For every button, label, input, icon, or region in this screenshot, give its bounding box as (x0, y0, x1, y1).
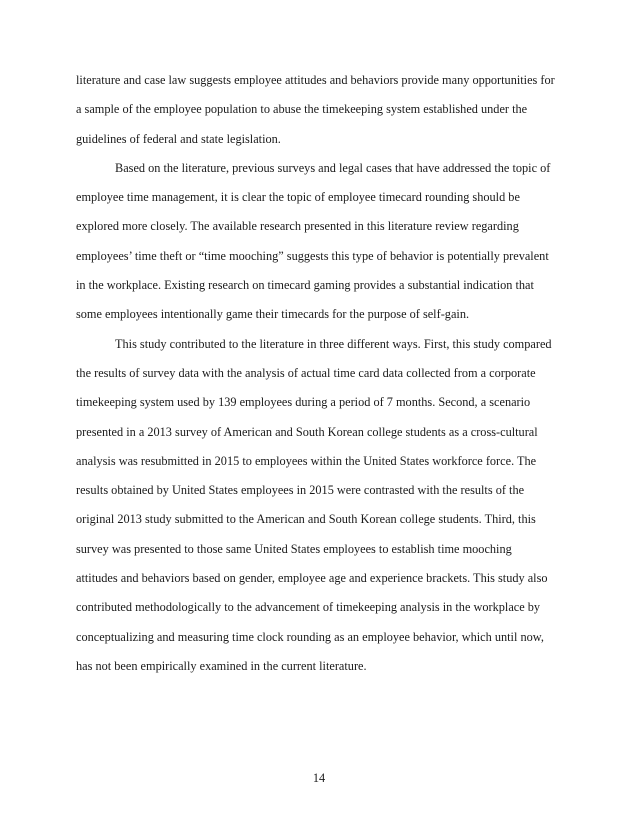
text-line: conceptualizing and measuring time clock rounding as an employee behavior, which until now, (76, 629, 544, 644)
text-line: a sample of the employee population to abuse the timekeeping system established under the (76, 102, 528, 117)
text-line: explored more closely. The available research presented in this literature review regarding (76, 219, 519, 234)
paragraph (76, 70, 576, 158)
text-line: This study contributed to the literature in three different ways. First, this study compared (115, 336, 552, 351)
text-line: original 2013 study submitted to the American and South Korean college students. Third, this (76, 512, 536, 527)
text-line: literature and case law suggests employee attitudes and behaviors provide many opportunities for (76, 73, 555, 87)
text-line: analysis was resubmitted in 2015 to employees within the United States workforce force. The (76, 453, 537, 468)
text-line: some employees intentionally game their timecards for the purpose of self-gain. (76, 307, 470, 322)
text-line: the results of survey data with the analysis of actual time card data collected from a corporate (76, 365, 536, 380)
text-line: employee time management, it is clear the topic of employee timecard rounding should be (76, 190, 520, 205)
text-line: guidelines of federal and state legislation. (76, 131, 281, 146)
text-line: timekeeping system used by 139 employees during a period of 7 months. Second, a scenario (76, 395, 531, 410)
text-line: employees’ time theft or “time mooching” suggests this type of behavior is potentially prevalent (76, 248, 549, 263)
text-line: Based on the literature, previous surveys and legal cases that have addressed the topic of (115, 160, 551, 175)
text-line: survey was presented to those same United States employees to establish time mooching (76, 541, 512, 556)
text-line: in the workplace. Existing research on timecard gaming provides a substantial indication that (76, 278, 534, 293)
text-line: has not been empirically examined in the current literature. (76, 658, 367, 673)
text-line: attitudes and behaviors based on gender, employee age and experience brackets. This study also (76, 571, 548, 586)
paragraph (76, 158, 576, 334)
text-line: results obtained by United States employees in 2015 were contrasted with the results of the (76, 483, 525, 498)
body-text (76, 70, 576, 685)
paragraph (76, 334, 576, 686)
text-line: contributed methodologically to the advancement of timekeeping analysis in the workplace by (76, 600, 541, 615)
text-line: presented in a 2013 survey of American and South Korean college students as a cross-cultural (76, 424, 538, 439)
page-number: 14 (312, 771, 326, 785)
